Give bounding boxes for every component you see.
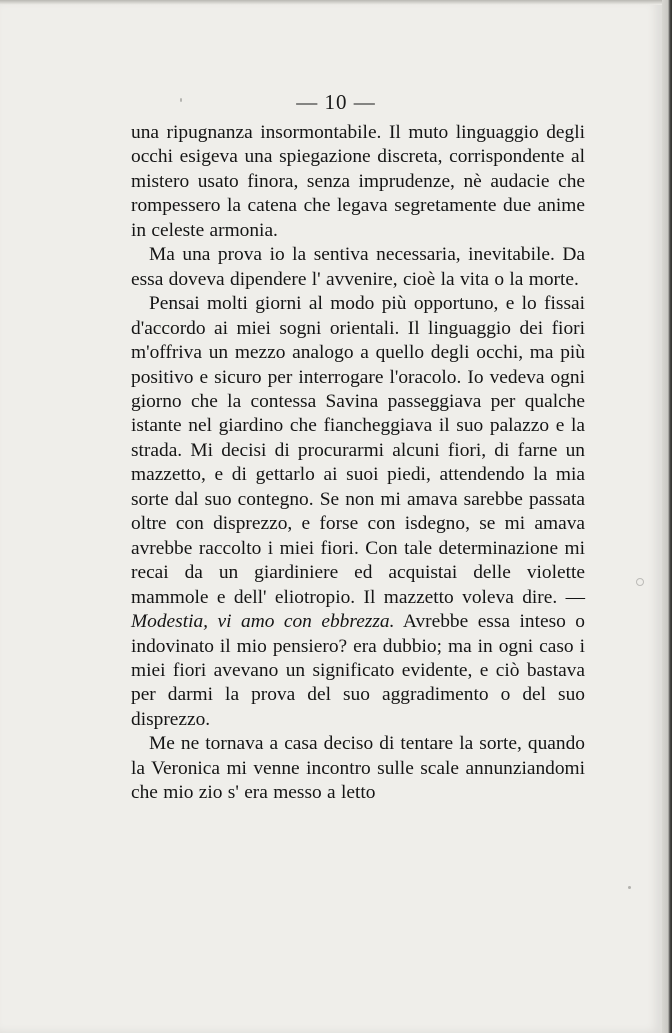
paper-speck (628, 886, 631, 889)
page-top-edge (0, 0, 672, 5)
paragraph-1: una ripugnanza insormontabile. Il muto linguaggio degli occhi esigeva una spiegazione discreta, corrispondente al mistero usato finora, senza imprudenze, nè audacie che rompessero la catena che legava segretamente due anime in celeste armonia. (131, 122, 585, 241)
body-text (131, 121, 585, 806)
paragraph-2: Ma una prova io la sentiva necessaria, inevitabile. Da essa doveva dipendere l' avvenire, cioè la vita o la morte. (131, 244, 585, 290)
paper-speck (180, 98, 182, 102)
paragraph-3 (131, 292, 585, 732)
paper-speck (636, 578, 644, 586)
paragraph-4: Me ne tornava a casa deciso di tentare la sorte, quando la Veronica mi venne incontro sulle scale annunziandomi che mio zio s' era messo a letto (131, 733, 585, 804)
page-right-edge (662, 0, 672, 1033)
paragraph-3-text-before: Pensai molti giorni al modo più opportuno, e lo fissai d'accordo ai miei sogni orientali. Il linguaggio dei fiori m'offriva un mezzo analogo a quello degli occhi, ma più positivo e sicuro per interrogare l'oracolo. Io vedeva ogni giorno che la contessa Savina passeggiava per qualche istante nel giardino che fiancheggiava il suo palazzo e la strada. Mi decisi di procurarmi alcuni fiori, di farne un mazzetto, e di gettarlo ai suoi piedi, attendendo la mia sorte dal suo contegno. Se non mi amava sarebbe passata oltre con disprezzo, e forse con isdegno, se mi amava avrebbe raccolto i miei fiori. Con tale determinazione mi recai da un giardiniere ed acquistai delle violette mammole e dell' eliotropio. Il mazzetto voleva dire. — (131, 293, 585, 608)
page-number: — 10 — (296, 90, 376, 114)
paragraph-3-italic-phrase: Modestia, vi amo con ebbrezza. (131, 611, 395, 633)
paragraph-3-text-after: Avrebbe essa inteso o indovinato il mio pensiero? era dubbio; ma in ogni caso i miei fiori avevano un significato evidente, e ciò bastava per darmi la prova del suo aggradimento o del suo disprezzo. (131, 611, 585, 730)
